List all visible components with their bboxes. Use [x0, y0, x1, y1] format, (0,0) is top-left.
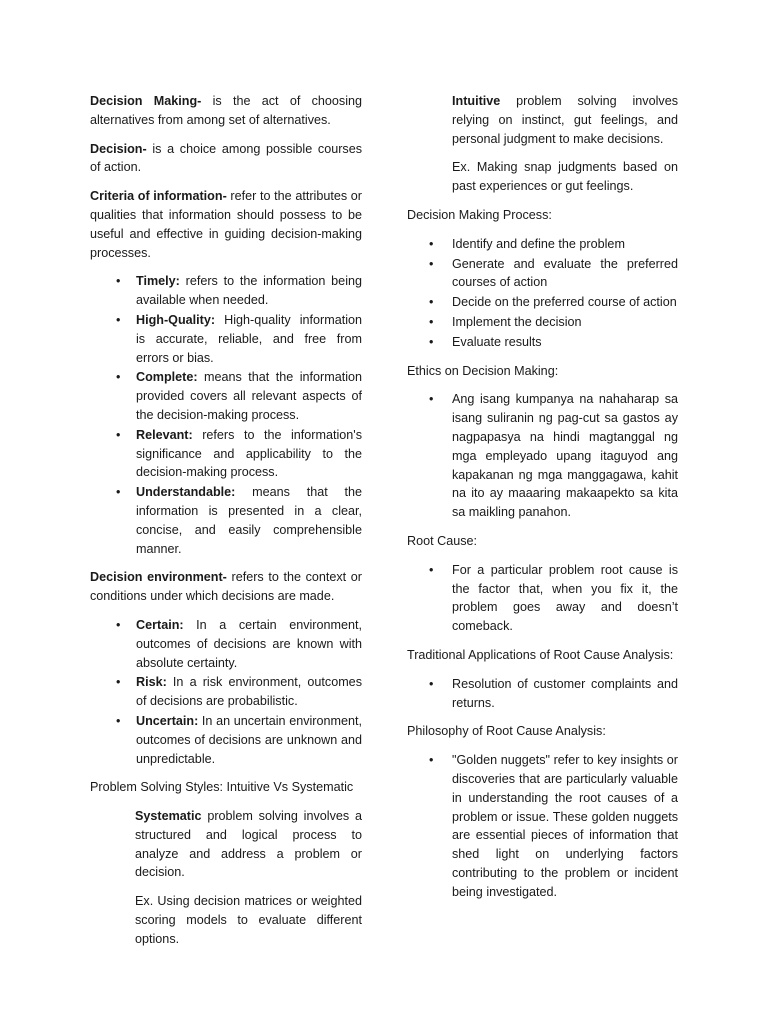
bullet-icon: •: [116, 713, 121, 728]
philosophy-heading: Philosophy of Root Cause Analysis:: [407, 724, 606, 739]
intuitive-example: Ex. Making snap judgments based on past experiences or gut feelings.: [452, 160, 678, 194]
item-text: Implement the decision: [452, 314, 582, 329]
item-text: Evaluate results: [452, 334, 542, 349]
list-item: [407, 751, 678, 901]
environment-list: [90, 616, 362, 768]
bullet-icon: •: [429, 753, 434, 768]
decision-environment-definition: [90, 568, 362, 606]
systematic-description: [90, 807, 362, 882]
bullet-icon: •: [116, 370, 121, 385]
criteria-definition: [90, 187, 362, 262]
philosophy-list: [407, 751, 678, 901]
term: Criteria of information-: [90, 189, 227, 204]
item-text: In an uncertain environment, outcomes of decisions are unknown and unpredictable.: [136, 713, 362, 766]
definition-text: refers to the context or conditions under which decisions are made.: [90, 570, 363, 604]
list-item: [407, 333, 678, 352]
list-item: [90, 311, 362, 367]
decision-definition: [90, 140, 362, 178]
term: Decision environment-: [90, 570, 227, 585]
item-text: Generate and evaluate the preferred courses of action: [452, 256, 678, 290]
bullet-icon: •: [429, 334, 434, 349]
item-text: Ang isang kumpanya na nahaharap sa isang suliranin ng pag-cut sa gastos ay nagpapasya na hindi magtanggal ng mga empleyado upang itaguyod ang kapakanan ng mga manggagawa, kahit na ito ay maaaring makaapekto sa kita sa maikling panahon.: [452, 392, 678, 520]
definition-text: is the act of choosing alternatives from among set of alternatives.: [90, 94, 362, 127]
traditional-applications-heading: Traditional Applications of Root Cause Analysis:: [407, 647, 674, 662]
item-text: means that the information provided covers all relevant aspects of the decision-making process.: [136, 370, 362, 422]
bullet-icon: •: [429, 314, 434, 329]
list-item: [407, 293, 678, 312]
term: High-Quality:: [136, 312, 216, 327]
traditional-applications-list: [407, 675, 678, 713]
list-item: [407, 675, 678, 713]
definition-text: problem solving involves relying on instinct, gut feelings, and personal judgment to make decisions.: [452, 94, 678, 146]
list-item: [407, 313, 678, 332]
item-text: "Golden nuggets" refer to key insights or discoveries that are particularly valuable in understanding the root causes of a problem or issue. These golden nuggets are essential pieces of information that shed light on underlying factors contributing to the problem or incident being investigated.: [452, 753, 678, 899]
bullet-icon: •: [116, 312, 121, 327]
list-item: [90, 368, 362, 424]
list-item: [90, 616, 362, 672]
bullet-icon: •: [429, 295, 434, 310]
term: Decision-: [90, 141, 147, 156]
list-item: [90, 272, 362, 310]
item-text: means that the information is presented in a clear, concise, and easily comprehensible manner.: [136, 485, 362, 556]
item-text: refers to the information being available when needed.: [136, 274, 362, 308]
list-item: [90, 712, 362, 768]
list-item: [90, 426, 362, 482]
list-item: [407, 255, 678, 293]
term: Uncertain:: [136, 713, 199, 728]
bullet-icon: •: [429, 392, 434, 407]
list-item: [407, 390, 678, 522]
ethics-list: [407, 390, 678, 522]
definition-text: is a choice among possible courses of action.: [90, 141, 362, 175]
problem-solving-styles-heading: Problem Solving Styles: Intuitive Vs Systematic: [90, 780, 354, 795]
item-text: Resolution of customer complaints and returns.: [452, 676, 678, 710]
decision-making-definition: [90, 92, 362, 130]
bullet-icon: •: [116, 274, 121, 289]
left-column: [90, 92, 362, 959]
process-list: [407, 235, 678, 352]
list-item: [407, 235, 678, 254]
term: Timely:: [136, 274, 180, 289]
process-heading: Decision Making Process:: [407, 207, 552, 222]
list-item: [407, 561, 678, 636]
root-cause-heading: Root Cause:: [407, 533, 478, 548]
bullet-icon: •: [116, 485, 121, 500]
item-text: Identify and define the problem: [452, 236, 625, 251]
bullet-icon: •: [429, 256, 434, 271]
list-item: [90, 673, 362, 711]
item-text: Decide on the preferred course of action: [452, 295, 677, 310]
systematic-example: Ex. Using decision matrices or weighted scoring models to evaluate different options.: [135, 894, 362, 946]
item-text: High-quality information is accurate, reliable, and free from errors or bias.: [136, 312, 362, 365]
item-text: In a risk environment, outcomes of decisions are probabilistic.: [136, 675, 362, 709]
root-cause-list: [407, 561, 678, 636]
term: Certain:: [136, 617, 184, 632]
term: Risk:: [136, 675, 167, 690]
bullet-icon: •: [429, 562, 434, 577]
term: Complete:: [136, 370, 198, 385]
bullet-icon: •: [429, 676, 434, 691]
term: Intuitive: [452, 94, 501, 108]
term: Understandable:: [136, 485, 236, 500]
bullet-icon: •: [116, 675, 121, 690]
bullet-icon: •: [116, 427, 121, 442]
term: Decision Making-: [90, 94, 202, 108]
right-column: [407, 92, 678, 911]
criteria-list: [90, 272, 362, 558]
list-item: [90, 483, 362, 558]
term: Systematic: [135, 809, 202, 824]
term: Relevant:: [136, 427, 193, 442]
definition-text: refer to the attributes or qualities that information should possess to be useful and effective in guiding decision-making processes.: [90, 189, 362, 260]
intuitive-description: [407, 92, 678, 148]
item-text: For a particular problem root cause is the factor that, when you fix it, the problem goes away and doesn’t comeback.: [452, 562, 678, 634]
bullet-icon: •: [116, 617, 121, 632]
definition-text: problem solving involves a structured and logical process to analyze and address a problem or decision.: [135, 809, 362, 880]
item-text: refers to the information's significance and applicability to the decision-making process.: [136, 427, 362, 480]
bullet-icon: •: [429, 236, 434, 251]
item-text: In a certain environment, outcomes of decisions are known with absolute certainty.: [136, 617, 362, 670]
ethics-heading: Ethics on Decision Making:: [407, 363, 559, 378]
